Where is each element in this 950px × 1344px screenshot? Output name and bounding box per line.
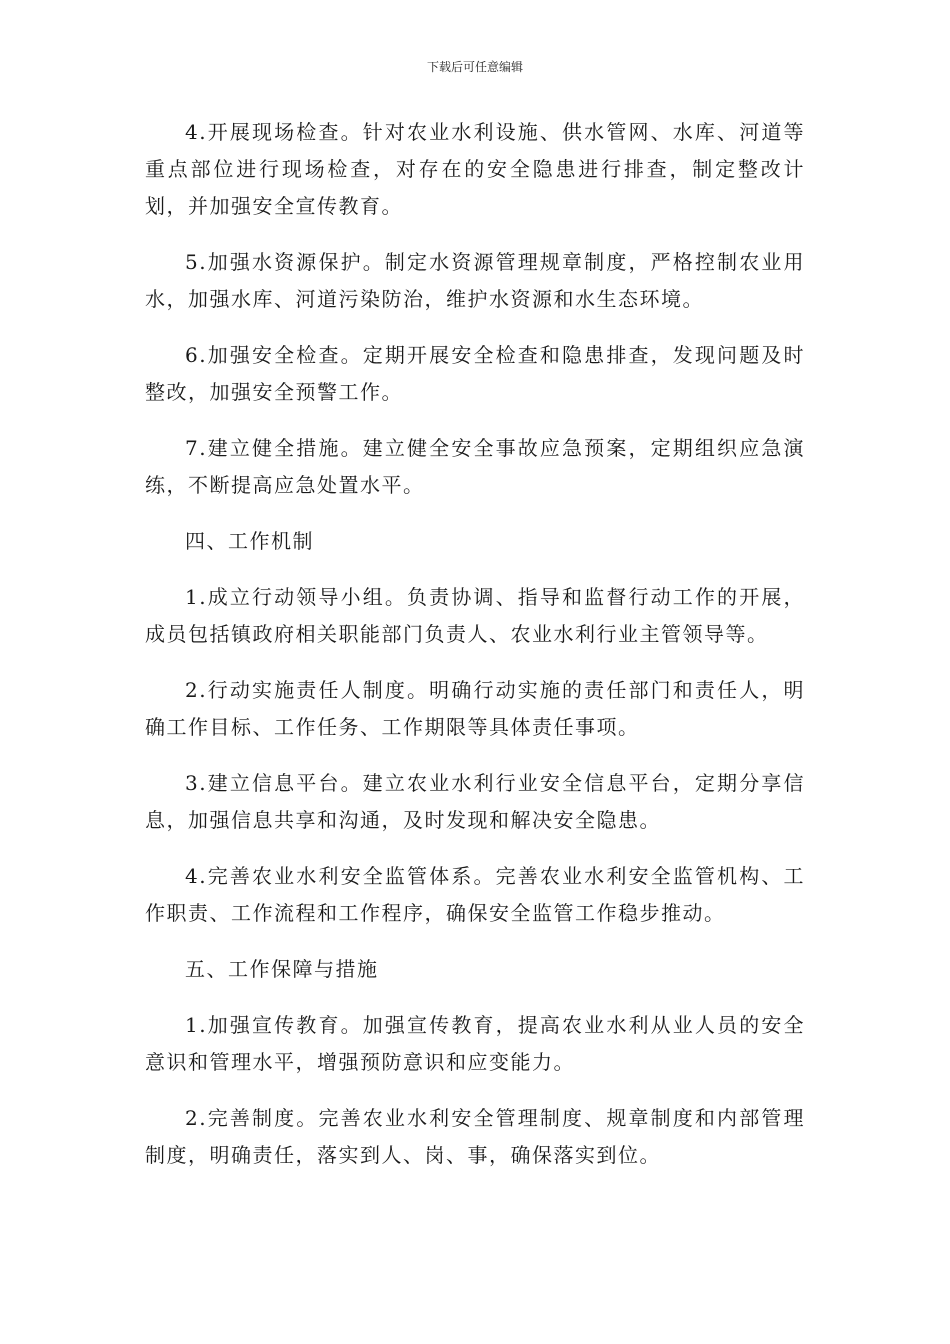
section-heading-work-mechanism: 四、工作机制 xyxy=(185,529,314,553)
document-body xyxy=(145,114,805,1193)
paragraph-mechanism-1: 1.成立行动领导小组。负责协调、指导和监督行动工作的开展，成员包括镇政府相关职能部门负责人、农业水利行业主管领导等。 xyxy=(145,585,805,646)
section-heading-guarantee: 五、工作保障与措施 xyxy=(185,957,379,981)
paragraph-measure-5: 5.加强水资源保护。制定水资源管理规章制度，严格控制农业用水，加强水库、河道污染防治，维护水资源和水生态环境。 xyxy=(145,250,805,311)
paragraph-mechanism-2: 2.行动实施责任人制度。明确行动实施的责任部门和责任人，明确工作目标、工作任务、工作期限等具体责任事项。 xyxy=(145,678,805,739)
paragraph-mechanism-3: 3.建立信息平台。建立农业水利行业安全信息平台，定期分享信息，加强信息共享和沟通，及时发现和解决安全隐患。 xyxy=(145,771,805,832)
paragraph-measure-6: 6.加强安全检查。定期开展安全检查和隐患排查，发现问题及时整改，加强安全预警工作。 xyxy=(145,343,805,404)
paragraph-measure-4: 4.开展现场检查。针对农业水利设施、供水管网、水库、河道等重点部位进行现场检查，对存在的安全隐患进行排查，制定整改计划，并加强安全宣传教育。 xyxy=(145,120,805,218)
paragraph-guarantee-2: 2.完善制度。完善农业水利安全管理制度、规章制度和内部管理制度，明确责任，落实到人、岗、事，确保落实到位。 xyxy=(145,1106,805,1167)
paragraph-mechanism-4: 4.完善农业水利安全监管体系。完善农业水利安全监管机构、工作职责、工作流程和工作程序，确保安全监管工作稳步推动。 xyxy=(145,864,805,925)
paragraph-measure-7: 7.建立健全措施。建立健全安全事故应急预案，定期组织应急演练，不断提高应急处置水平。 xyxy=(145,436,805,497)
paragraph-guarantee-1: 1.加强宣传教育。加强宣传教育，提高农业水利从业人员的安全意识和管理水平，增强预防意识和应变能力。 xyxy=(145,1013,805,1074)
header-note: 下载后可任意编辑 xyxy=(426,60,523,74)
